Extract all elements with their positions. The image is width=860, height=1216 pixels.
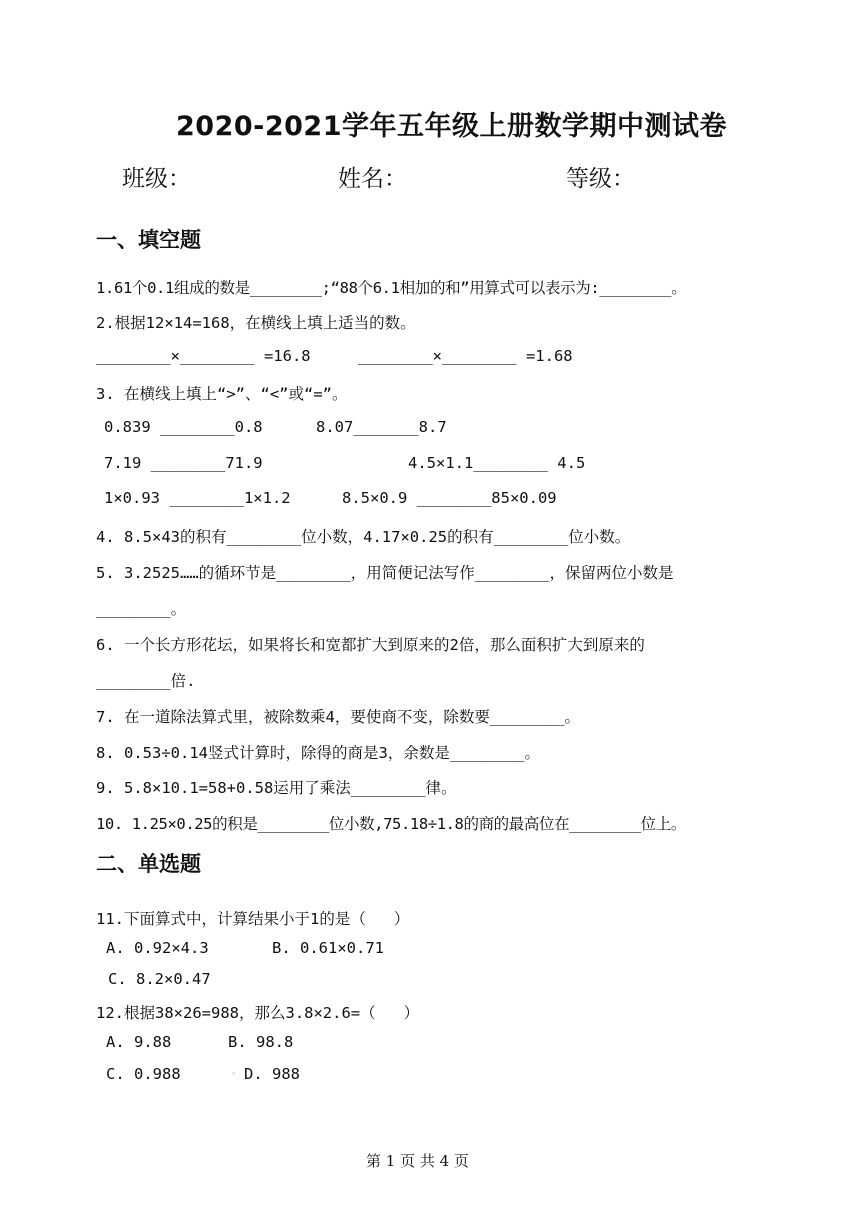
question-3-item-c: 7.19 ________71.9 [104, 454, 263, 472]
name-label: 姓名： [338, 166, 407, 192]
section-heading-fill-blank: 一、填空题 [96, 228, 201, 252]
question-5: 5. 3.2525……的循环节是________，用简便记法写作________，保留两位小数是 [96, 564, 674, 582]
question-8: 8. 0.53÷0.14竖式计算时，除得的商是3，余数是________。 [96, 744, 540, 762]
question-9: 9. 5.8×10.1=58+0.58运用了乘法________律。 [96, 779, 457, 797]
question-12-option-a: A. 9.88 [106, 1033, 172, 1051]
question-12-option-c: C. 0.988 [106, 1065, 181, 1083]
page-footer: 第 1 页 共 4 页 [366, 1152, 469, 1170]
question-11-option-a: A. 0.92×4.3 [106, 939, 209, 957]
grade-label: 等级： [566, 166, 635, 192]
section-heading-single-choice: 二、单选题 [96, 852, 201, 876]
question-1: 1.61个0.1组成的数是________;“88个6.1相加的和”用算式可以表示为:________。 [96, 279, 687, 297]
question-3-item-a: 0.839 ________0.8 [104, 418, 263, 436]
class-label: 班级： [122, 166, 191, 192]
question-2-blank-a: ________×________ =16.8 [96, 347, 311, 365]
question-5-cont: ________。 [96, 600, 187, 618]
question-11-option-c: C. 8.2×0.47 [108, 970, 211, 988]
question-6: 6. 一个长方形花坛，如果将长和宽都扩大到原来的2倍，那么面积扩大到原来的 [96, 636, 645, 654]
question-12-option-b: B. 98.8 [228, 1033, 294, 1051]
question-3-item-e: 1×0.93 ________1×1.2 [104, 489, 291, 507]
question-7: 7. 在一道除法算式里，被除数乘4，要使商不变，除数要________。 [96, 708, 580, 726]
question-3-item-d: 4.5×1.1________ 4.5 [408, 454, 586, 472]
stray-mark: ◦ [231, 1070, 237, 1080]
question-11: 11.下面算式中，计算结果小于1的是（ ） [96, 910, 410, 928]
question-2-blank-b: ________×________ =1.68 [358, 347, 573, 365]
question-4: 4. 8.5×43的积有________位小数，4.17×0.25的积有________位小数。 [96, 528, 631, 546]
question-3-item-f: 8.5×0.9 ________85×0.09 [342, 489, 557, 507]
question-12-option-d: D. 988 [244, 1065, 300, 1083]
question-11-option-b: B. 0.61×0.71 [272, 939, 384, 957]
question-6-cont: ________倍. [96, 672, 196, 690]
question-2: 2.根据12×14=168，在横线上填上适当的数。 [96, 314, 416, 332]
page-title: 2020-2021学年五年级上册数学期中测试卷 [176, 111, 727, 142]
question-3: 3. 在横线上填上“>”、“<”或“=”。 [96, 385, 348, 403]
question-10: 10. 1.25×0.25的积是________位小数,75.18÷1.8的商的最高位在________位上。 [96, 815, 686, 833]
question-3-item-b: 8.07_______8.7 [316, 418, 447, 436]
question-12: 12.根据38×26=988，那么3.8×2.6=（ ） [96, 1004, 420, 1022]
